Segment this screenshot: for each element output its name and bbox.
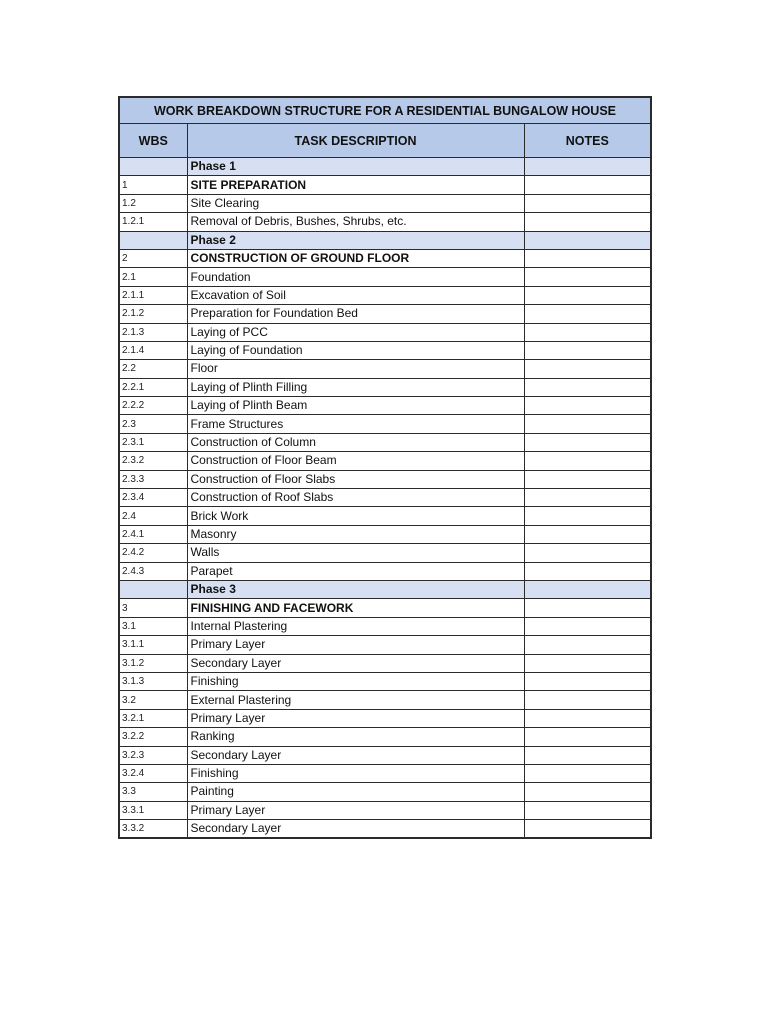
phase-label: Phase 1 xyxy=(187,158,524,176)
notes-cell xyxy=(524,599,651,617)
table-row xyxy=(119,801,651,819)
wbs-code-cell: 1.2 xyxy=(119,194,187,212)
table-row xyxy=(119,507,651,525)
table-row xyxy=(119,249,651,267)
notes-cell xyxy=(524,286,651,304)
notes-cell xyxy=(524,176,651,194)
wbs-code-cell: 2.1.2 xyxy=(119,305,187,323)
column-header-row xyxy=(119,124,651,158)
table-row xyxy=(119,452,651,470)
task-description-cell: Brick Work xyxy=(187,507,524,525)
wbs-code-cell xyxy=(119,580,187,598)
table-row xyxy=(119,194,651,212)
table-row xyxy=(119,360,651,378)
task-description-column-header: TASK DESCRIPTION xyxy=(187,124,524,158)
task-description-cell: Construction of Floor Beam xyxy=(187,452,524,470)
wbs-code-cell: 3.2.1 xyxy=(119,709,187,727)
wbs-code-cell: 2.4 xyxy=(119,507,187,525)
notes-cell xyxy=(524,636,651,654)
wbs-table xyxy=(118,96,652,839)
wbs-code-cell: 2.3.3 xyxy=(119,470,187,488)
table-row xyxy=(119,672,651,690)
notes-cell xyxy=(524,746,651,764)
wbs-code-cell: 2.2.1 xyxy=(119,378,187,396)
wbs-code-cell: 3.1 xyxy=(119,617,187,635)
notes-cell xyxy=(524,728,651,746)
task-description-cell: Secondary Layer xyxy=(187,820,524,839)
wbs-code-cell: 2 xyxy=(119,249,187,267)
wbs-code-cell: 1.2.1 xyxy=(119,213,187,231)
task-description-cell: Parapet xyxy=(187,562,524,580)
task-description-cell: Finishing xyxy=(187,672,524,690)
task-description-cell: Secondary Layer xyxy=(187,746,524,764)
wbs-code-cell: 2.1 xyxy=(119,268,187,286)
wbs-code-cell: 3.1.3 xyxy=(119,672,187,690)
table-body xyxy=(119,158,651,839)
wbs-code-cell: 1 xyxy=(119,176,187,194)
wbs-code-cell: 3.2.2 xyxy=(119,728,187,746)
table-row xyxy=(119,341,651,359)
wbs-code-cell: 2.3.2 xyxy=(119,452,187,470)
table-row xyxy=(119,525,651,543)
notes-cell xyxy=(524,470,651,488)
notes-cell xyxy=(524,158,651,176)
task-description-cell: Laying of Plinth Filling xyxy=(187,378,524,396)
notes-cell xyxy=(524,507,651,525)
table-row xyxy=(119,213,651,231)
table-row xyxy=(119,489,651,507)
table-row xyxy=(119,636,651,654)
notes-cell xyxy=(524,820,651,839)
task-description-cell: Construction of Floor Slabs xyxy=(187,470,524,488)
table-row xyxy=(119,433,651,451)
wbs-code-cell: 3.2.3 xyxy=(119,746,187,764)
task-description-cell: Secondary Layer xyxy=(187,654,524,672)
table-row xyxy=(119,654,651,672)
task-description-cell: Laying of Plinth Beam xyxy=(187,397,524,415)
task-description-cell: Frame Structures xyxy=(187,415,524,433)
notes-cell xyxy=(524,562,651,580)
task-description-cell: Painting xyxy=(187,783,524,801)
wbs-code-cell: 2.1.4 xyxy=(119,341,187,359)
table-row xyxy=(119,691,651,709)
wbs-code-cell: 2.2.2 xyxy=(119,397,187,415)
table-row xyxy=(119,378,651,396)
notes-cell xyxy=(524,194,651,212)
notes-cell xyxy=(524,801,651,819)
task-description-cell: Removal of Debris, Bushes, Shrubs, etc. xyxy=(187,213,524,231)
task-description-cell: FINISHING AND FACEWORK xyxy=(187,599,524,617)
table-row xyxy=(119,562,651,580)
notes-cell xyxy=(524,544,651,562)
wbs-code-cell xyxy=(119,158,187,176)
notes-cell xyxy=(524,433,651,451)
task-description-cell: Site Clearing xyxy=(187,194,524,212)
task-description-cell: Laying of Foundation xyxy=(187,341,524,359)
table-row xyxy=(119,728,651,746)
task-description-cell: Foundation xyxy=(187,268,524,286)
notes-cell xyxy=(524,360,651,378)
task-description-cell: Laying of PCC xyxy=(187,323,524,341)
task-description-cell: Masonry xyxy=(187,525,524,543)
table-row xyxy=(119,323,651,341)
notes-cell xyxy=(524,268,651,286)
task-description-cell: Finishing xyxy=(187,764,524,782)
wbs-code-cell xyxy=(119,231,187,249)
table-row xyxy=(119,470,651,488)
table-row xyxy=(119,617,651,635)
wbs-code-cell: 2.4.1 xyxy=(119,525,187,543)
table-row xyxy=(119,397,651,415)
task-description-cell: Internal Plastering xyxy=(187,617,524,635)
task-description-cell: Primary Layer xyxy=(187,801,524,819)
table-row xyxy=(119,764,651,782)
notes-column-header: NOTES xyxy=(524,124,651,158)
wbs-code-cell: 3.3.2 xyxy=(119,820,187,839)
task-description-cell: Preparation for Foundation Bed xyxy=(187,305,524,323)
wbs-code-cell: 2.3.4 xyxy=(119,489,187,507)
wbs-code-cell: 3.1.1 xyxy=(119,636,187,654)
notes-cell xyxy=(524,580,651,598)
table-row xyxy=(119,820,651,839)
task-description-cell: Primary Layer xyxy=(187,636,524,654)
notes-cell xyxy=(524,213,651,231)
wbs-code-cell: 3.2.4 xyxy=(119,764,187,782)
notes-cell xyxy=(524,323,651,341)
notes-cell xyxy=(524,525,651,543)
task-description-cell: Construction of Column xyxy=(187,433,524,451)
notes-cell xyxy=(524,654,651,672)
wbs-code-cell: 2.3 xyxy=(119,415,187,433)
table-row xyxy=(119,746,651,764)
task-description-cell: Ranking xyxy=(187,728,524,746)
task-description-cell: Construction of Roof Slabs xyxy=(187,489,524,507)
phase-label: Phase 2 xyxy=(187,231,524,249)
wbs-code-cell: 2.3.1 xyxy=(119,433,187,451)
notes-cell xyxy=(524,249,651,267)
notes-cell xyxy=(524,691,651,709)
table-title: WORK BREAKDOWN STRUCTURE FOR A RESIDENTIAL BUNGALOW HOUSE xyxy=(119,97,651,124)
wbs-code-cell: 2.1.1 xyxy=(119,286,187,304)
wbs-code-cell: 2.2 xyxy=(119,360,187,378)
wbs-code-cell: 2.4.2 xyxy=(119,544,187,562)
notes-cell xyxy=(524,452,651,470)
task-description-cell: External Plastering xyxy=(187,691,524,709)
table-row xyxy=(119,415,651,433)
notes-cell xyxy=(524,305,651,323)
notes-cell xyxy=(524,672,651,690)
wbs-code-cell: 3.3 xyxy=(119,783,187,801)
notes-cell xyxy=(524,709,651,727)
table-row xyxy=(119,176,651,194)
phase-row xyxy=(119,580,651,598)
notes-cell xyxy=(524,489,651,507)
notes-cell xyxy=(524,341,651,359)
wbs-column-header: WBS xyxy=(119,124,187,158)
wbs-code-cell: 3.2 xyxy=(119,691,187,709)
notes-cell xyxy=(524,231,651,249)
task-description-cell: Floor xyxy=(187,360,524,378)
table-row xyxy=(119,783,651,801)
phase-row xyxy=(119,231,651,249)
table-row xyxy=(119,709,651,727)
table-row xyxy=(119,599,651,617)
notes-cell xyxy=(524,617,651,635)
title-row xyxy=(119,97,651,124)
notes-cell xyxy=(524,397,651,415)
task-description-cell: Excavation of Soil xyxy=(187,286,524,304)
phase-row xyxy=(119,158,651,176)
notes-cell xyxy=(524,764,651,782)
table-row xyxy=(119,305,651,323)
wbs-code-cell: 3.3.1 xyxy=(119,801,187,819)
wbs-code-cell: 3 xyxy=(119,599,187,617)
notes-cell xyxy=(524,783,651,801)
task-description-cell: Walls xyxy=(187,544,524,562)
task-description-cell: Primary Layer xyxy=(187,709,524,727)
table-row xyxy=(119,286,651,304)
notes-cell xyxy=(524,415,651,433)
phase-label: Phase 3 xyxy=(187,580,524,598)
wbs-code-cell: 2.4.3 xyxy=(119,562,187,580)
table-row xyxy=(119,268,651,286)
wbs-code-cell: 3.1.2 xyxy=(119,654,187,672)
wbs-code-cell: 2.1.3 xyxy=(119,323,187,341)
task-description-cell: SITE PREPARATION xyxy=(187,176,524,194)
task-description-cell: CONSTRUCTION OF GROUND FLOOR xyxy=(187,249,524,267)
table-row xyxy=(119,544,651,562)
notes-cell xyxy=(524,378,651,396)
